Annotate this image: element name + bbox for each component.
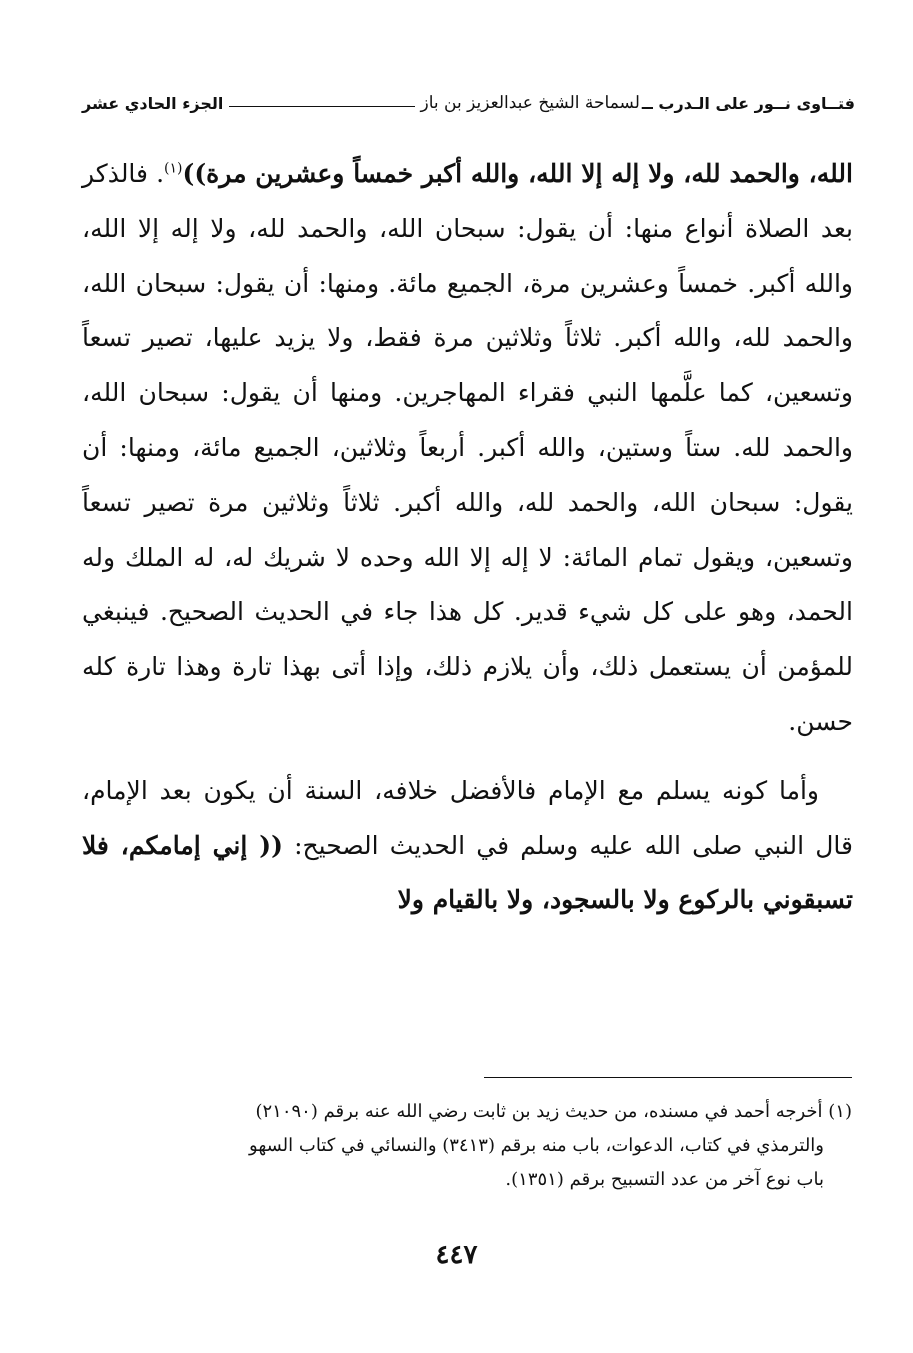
footnote-separator — [484, 1077, 852, 1078]
main-text — [82, 147, 853, 928]
footnotes — [82, 1095, 852, 1197]
paragraph-2 — [82, 764, 853, 928]
hadith-quote-start: (( إني إمامكم، فلا تسبقوني بالركوع ولا بالسجود، ولا بالقيام ولا — [82, 830, 853, 915]
paragraph-1-text: . فالذكر بعد الصلاة أنواع منها: أن يقول: سبحان الله، والحمد لله، ولا إله إلا الله، والله أكبر. خمساً وعشرين مرة، الجميع مائة. ومنها: أن يقول: سبحان الله، والحمد لله، والله أكبر. ثلاثاً وثلاثين مرة فقط، ولا يزيد عليها، تصير تسعاً وتسعين، كما علَّمها النبي فقراء المهاجرين. ومنها أن يقول: سبحان الله، والحمد لله. ستاً وستين، والله أكبر. أربعاً وثلاثين، الجميع مائة، ومنها: أن يقول: سبحان الله، والحمد لله، والله أكبر. ثلاثاً وثلاثين مرة تصير تسعاً وتسعين، ويقول تمام المائة: لا إله إلا الله وحده لا شريك له، له الملك وله الحمد، وهو على كل شيء قدير. كل هذا جاء في الحديث الصحيح. فينبغي للمؤمن أن يستعمل ذلك، وأن يلازم ذلك، وإذا أتى بهذا تارة وهذا تارة كله حسن. — [82, 159, 853, 736]
footnote-line-3: باب نوع آخر من عدد التسبيح برقم (١٣٥١). — [505, 1169, 824, 1190]
footnote-line-2: والترمذي في كتاب، الدعوات، باب منه برقم (٣٤١٣) والنسائي في كتاب السهو — [249, 1135, 824, 1156]
header-rule — [229, 106, 414, 107]
header-book-title: فتــاوى نــور على الـدرب ــ — [641, 93, 855, 113]
header-author: لسماحة الشيخ عبدالعزيز بن باز — [420, 93, 640, 113]
hadith-quote-end: الله، والحمد لله، ولا إله إلا الله، والله أكبر خمساً وعشرين مرة)) — [182, 159, 853, 188]
page-number: ٤٤٧ — [435, 1240, 478, 1270]
footnote-line-1: (١) أخرجه أحمد في مسنده، من حديث زيد بن ثابت رضي الله عنه برقم (٢١٠٩٠) — [255, 1101, 852, 1122]
footnote-reference: (١) — [164, 160, 183, 177]
header-part: الجزء الحادي عشر — [82, 93, 224, 113]
running-header — [82, 88, 855, 118]
paragraph-2-text: وأما كونه يسلم مع الإمام فالأفضل خلافه، السنة أن يكون بعد الإمام، قال النبي صلى الله عليه وسلم في الحديث الصحيح: — [82, 775, 853, 860]
paragraph-1 — [82, 147, 853, 750]
